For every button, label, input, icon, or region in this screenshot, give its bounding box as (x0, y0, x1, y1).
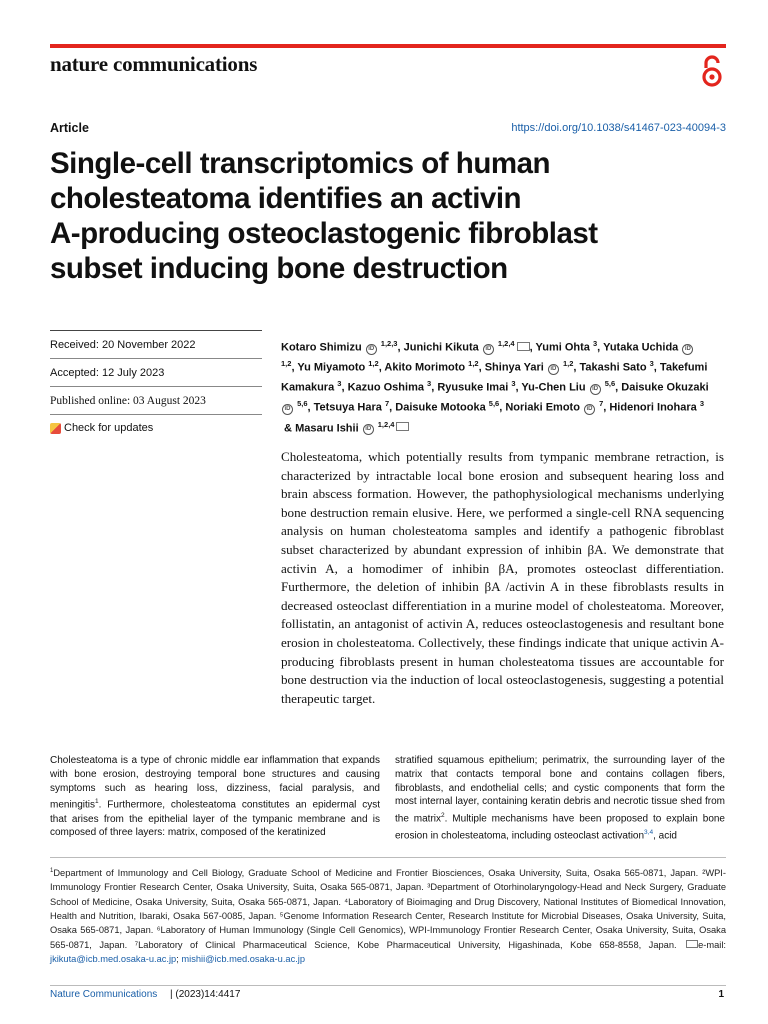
author-affiliation: 7 (384, 399, 390, 409)
author-separator: , (573, 361, 580, 374)
author-separator: , (378, 361, 385, 374)
author-separator: & (281, 422, 296, 435)
author-name[interactable]: Masaru Ishii (295, 422, 359, 435)
author-affiliation: 3 (337, 379, 342, 389)
author-affiliation: 5,6 (488, 399, 500, 409)
orcid-icon[interactable]: iD (282, 404, 293, 415)
author-separator: , (515, 381, 522, 394)
title-line: subset inducing bone destruction (50, 252, 508, 285)
author-separator: , (389, 402, 396, 415)
body-text: . Multiple mechanisms have been proposed to explain bone erosion in cholesteatoma, including osteoclast activation (395, 813, 725, 842)
author-name[interactable]: Yutaka Uchida (603, 341, 679, 354)
email-link-kikuta[interactable]: jkikuta@icb.med.osaka-u.ac.jp (50, 953, 177, 964)
footnote-divider (50, 857, 726, 858)
author-affiliation: 3 (593, 339, 598, 348)
orcid-icon[interactable]: iD (366, 344, 377, 355)
author-affiliation: 1,2 (281, 359, 292, 369)
check-updates-label: Check for updates (64, 422, 154, 434)
author-name[interactable]: Noriaki Emoto (505, 402, 580, 415)
author-separator: , (603, 402, 610, 415)
author-affiliation: 1,2 (468, 359, 479, 369)
author-name[interactable]: Akito Morimoto (384, 361, 466, 374)
author-separator: , (615, 381, 622, 394)
email-label: e-mail: (698, 939, 726, 950)
abstract: Cholesteatoma, which potentially results from tympanic membrane retraction, is characterized by intractable local bone erosion and subsequent hearing loss and brain abscess formation. However, the pathophysiological mechanisms underlying bone destruction remain elusive. Here, we performed a single-cell RNA sequencing analysis on human cholesteatoma samples and identify a pathogenic fibroblast subset characterized by abundant expression of inhibin βA. We demonstrate that activin A, a homodimer of inhibin βA, promotes osteoclast differentiation. Furthermore, the deletion of inhibin βA /activin A in these fibroblasts results in decreased osteoclast differentiation in a murine model of cholesteatoma. Moreover, follistatin, an antagonist of activin A, reduces osteoclastogenesis and resultant bone erosion in cholesteatoma. Collectively, these findings indicate that unique activin A-producing fibroblasts present in human cholesteatoma tissues are accountable for bone destruction via the induction of local osteoclastogenesis, suggesting a potential therapeutic target. (281, 449, 724, 706)
orcid-icon[interactable]: iD (483, 344, 494, 355)
author-separator: , (499, 402, 506, 415)
author-separator: , (653, 361, 660, 374)
author-name[interactable]: Shinya Yari (484, 361, 544, 374)
affiliations-text: Department of Immunology and Cell Biology, Graduate School of Medicine and Frontier Biosciences, Osaka University, Suita, Osaka 565-0871, Japan. ²WPI-Immunology Frontier Research Center, Osaka University, Suita, Osaka 565-0871, Japan. ³Department of Otorhinolaryngology-Head and Neck Surgery, Graduate School of Medicine, Osaka University, Suita, Osaka 565-0871, Japan. ⁴Laboratory of Bioimaging and Drug Discovery, National Institutes of Biomedical Innovation, Health and Nutrition, Ibaraki, Osaka 567-0085, Japan. ⁵Genome Information Research Center, Research Institute for Microbial Diseases, Osaka University, Suita, Osaka 565-0871, Japan. ⁶Laboratory of Human Immunology (Single Cell Genomics), WPI-Immunology Frontier Research Center, Osaka University, Suita, Osaka 565-0871, Japan. ⁷Laboratory of Clinical Pharmaceutical Science, Kobe Pharmaceutical University, Higashinada, Kobe 658-8558, Japan. (50, 868, 726, 950)
author-name[interactable]: Takashi Sato (579, 361, 647, 374)
author-name[interactable]: Junichi Kikuta (403, 341, 479, 354)
author-name[interactable]: Takefumi Kamakura (281, 361, 708, 394)
author-name[interactable]: Yu Miyamoto (297, 361, 366, 374)
author-affiliation: 7 (599, 399, 604, 409)
reference-link[interactable]: 2 (441, 812, 445, 820)
orcid-icon[interactable]: iD (548, 364, 559, 375)
author-separator: , (341, 381, 348, 394)
body-column-left (50, 754, 380, 840)
author-separator: , (397, 341, 404, 354)
author-name[interactable]: Daisuke Motooka (395, 402, 486, 415)
email-icon[interactable] (517, 342, 530, 351)
email-icon[interactable] (396, 422, 409, 431)
article-type-label: Article (50, 121, 89, 135)
author-affiliation: 1,2 (562, 359, 574, 369)
footer-citation: | (2023)14:4417 (170, 989, 241, 1000)
page-number: 1 (718, 989, 724, 1000)
author-name[interactable]: Kotaro Shimizu (281, 341, 362, 354)
journal-name: nature communications (50, 52, 258, 76)
author-name[interactable]: Tetsuya Hara (313, 402, 382, 415)
author-affiliation: 5,6 (604, 379, 616, 389)
author-name[interactable]: Ryusuke Imai (437, 381, 509, 394)
author-affiliation: 3 (699, 399, 704, 409)
author-name[interactable]: Yu-Chen Liu (521, 381, 586, 394)
email-link-ishii[interactable]: mishii@icb.med.osaka-u.ac.jp (181, 953, 306, 964)
author-name[interactable]: Kazuo Oshima (347, 381, 424, 394)
accepted-date: Accepted: 12 July 2023 (50, 358, 262, 386)
open-access-icon[interactable] (698, 54, 726, 88)
body-text: . Furthermore, cholesteatoma constitutes an epidermal cyst that arises from the epithelial layer of the tympanic membrane and is composed of three layers: matrix, composed of the keratinized (50, 799, 380, 839)
header-accent-bar (50, 44, 726, 48)
author-separator: , (291, 361, 298, 374)
affiliations (50, 864, 726, 966)
author-affiliation: 1,2,3 (380, 339, 398, 348)
author-separator: , (307, 402, 314, 415)
author-separator: , (597, 341, 604, 354)
title-line: Single-cell transcriptomics of human (50, 147, 550, 180)
author-separator: , (478, 361, 485, 374)
reference-link[interactable]: 1 (95, 798, 99, 806)
author-list (281, 336, 721, 437)
author-affiliation: 1,2 (368, 359, 379, 369)
footer-journal-link[interactable]: Nature Communications (50, 989, 158, 1000)
author-name[interactable]: Daisuke Okuzaki (621, 381, 709, 394)
email-icon (686, 940, 698, 948)
affiliation-marker: 1 (50, 868, 54, 874)
footer-divider (50, 985, 726, 986)
orcid-icon[interactable]: iD (590, 384, 601, 395)
author-affiliation: 3 (649, 359, 654, 369)
orcid-icon[interactable]: iD (363, 424, 374, 435)
check-updates-icon (50, 423, 61, 434)
title-line: A-producing osteoclastogenic fibroblast (50, 217, 598, 250)
article-title (50, 146, 720, 286)
body-column-right (395, 754, 725, 843)
author-affiliation: 3 (511, 379, 516, 389)
author-affiliation: 5,6 (297, 399, 308, 409)
reference-link[interactable]: 3,4 (644, 829, 654, 837)
author-separator: , (431, 381, 438, 394)
author-name[interactable]: Hidenori Inohara (609, 402, 697, 415)
author-affiliation: 3 (427, 379, 432, 389)
author-separator: , (529, 341, 536, 354)
orcid-icon[interactable]: iD (682, 344, 693, 355)
body-text: , acid (653, 830, 677, 842)
author-name[interactable]: Yumi Ohta (535, 341, 590, 354)
title-line: cholesteatoma identifies an activin (50, 182, 522, 215)
check-for-updates-button[interactable] (50, 414, 262, 442)
author-affiliation: 1,2,4 (377, 419, 395, 429)
body-text: stratified squamous epithelium; perimatrix, the surrounding layer of the matrix that contacts temporal bone and contains collagen fibers, fibroblasts, and endothelial cells; and cystic components that form the most internal layer, containing keratin debris and necrotic tissue shed from the matrix (395, 755, 725, 825)
email-separator: ; (176, 953, 182, 964)
received-date: Received: 20 November 2022 (50, 330, 262, 358)
doi-link[interactable]: https://doi.org/10.1038/s41467-023-40094-3 (511, 122, 726, 134)
body-text: Cholesteatoma is a type of chronic middle ear inflammation that expands with bone erosion, destroying temporal bone structures and causing symptoms such as hearing loss, dizziness, facial paralysis, and meningitis (50, 755, 380, 811)
author-affiliation: 1,2,4 (497, 339, 515, 348)
published-date: Published online: 03 August 2023 (50, 386, 262, 414)
orcid-icon[interactable]: iD (584, 404, 595, 415)
article-dates-panel (50, 330, 262, 442)
